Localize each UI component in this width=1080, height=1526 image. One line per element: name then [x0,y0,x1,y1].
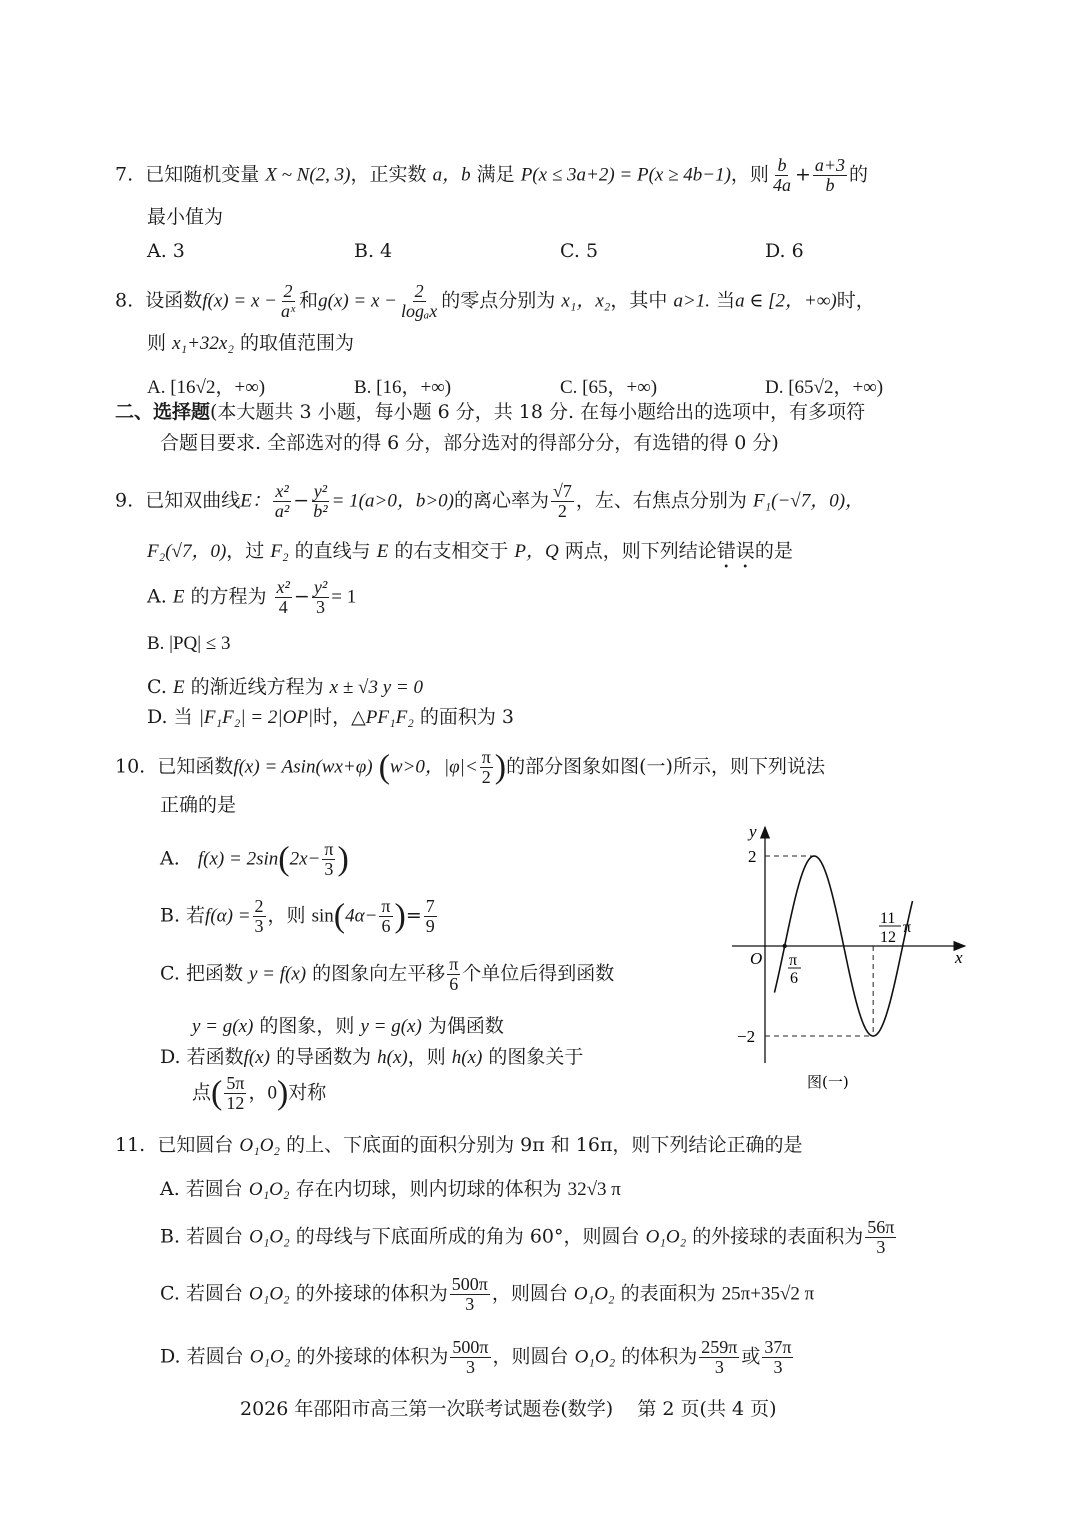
q9-y-fraction: $\frac{\text{y²}}{\text{b²}}$ [313,481,328,521]
q10-condition: w>0，|φ|< [389,756,478,778]
q8-option-a: A. [16√2，+∞) [147,377,266,398]
q9-emphasis-wrong: 错误 [716,540,755,562]
q9-text: 的直线与 [294,540,371,562]
q8-f-def: f(x) = x − [202,290,277,312]
q9-text: ，过 [226,540,265,562]
section-2-header [115,403,865,422]
q9-E: E [376,541,389,562]
q9-option-d: D. 当 |F₁F₂| = 2|OP|时，△PF₁F₂ 的面积为 3 [147,706,514,728]
q10-option-a: A. f(x) = 2sin(2x− $\frac{\pi}{3}$ ) [160,839,349,879]
q7-distribution: X ~ N(2, 3) [265,164,351,186]
q7-fraction-1: $\frac{b}{4a}$ [772,155,791,195]
q7-fraction-2: $\frac{a+3}{b}$ [814,155,846,195]
q9-eccentricity: $\frac{√7}{2}$ [552,481,572,521]
q7-vars: a，b [432,164,471,186]
page-footer: 2026 年邵阳市高三第一次联考试题卷(数学) 第 2 页(共 4 页) [240,1398,777,1420]
y-tick-neg2: −2 [737,1027,756,1046]
q11-text: 的上、下底面的面积分别为 9π 和 16π，则下列结论正确的是 [286,1134,803,1156]
origin-label: O [750,949,763,968]
q9-option-c: C. E 的渐近线方程为 x ± √3 y = 0 [147,676,423,698]
q7-text: ，正实数 [350,163,427,186]
q9-text: ，左、右焦点分别为 [575,489,747,512]
q8-text: 和 [299,289,319,312]
q8-option-d: D. [65√2，+∞) [765,377,884,398]
q10-option-d-cont: 点( $\frac{5\pi}{12}$ ，0)对称 [192,1073,327,1113]
q10-option-c: C. 把函数 y = f(x) 的图象向左平移 $\frac{\pi}{6}$ 个单位后得到函数 [160,954,615,994]
q8-condition: a>1. [673,290,711,312]
q8-option-b: B. [16，+∞) [354,377,452,398]
q9-option-b: B. |PQ| ≤ 3 [147,633,231,654]
figure-sine-graph [725,815,980,1095]
q8-f-fraction: $\frac{2}{\text{aˣ}}$ [280,281,296,321]
q8-text: 的取值范围为 [240,332,355,354]
q10-text: 已知函数 [157,755,234,778]
q11-option-d: D. 若圆台 O₁O₂ 的外接球的体积为 $\frac{500\pi}{3}$ ，则圆台 O₁O₂ 的体积为 $\frac{259\pi}{3}$ 或 $\frac{37\pi}{3}$ [160,1337,792,1377]
q9-number: 9. [115,489,134,512]
q9-minus: − [293,489,310,512]
q7-line1 [115,156,868,195]
q9-line1 [115,482,864,521]
q8-line1 [115,282,875,321]
q9-line2 [147,540,793,573]
q7-condition: P(x ≤ 3a+2) = P(x ≥ 4b−1) [520,164,731,186]
q11-frustum: O₁O₂ [239,1135,281,1156]
figure-caption: 图(一) [807,1073,849,1091]
q7-option-c: C. 5 [560,240,599,262]
q10-function: f(x) = Asin(wx+φ) [233,756,373,778]
x-tick-11pi-12-pi: π [903,919,912,936]
q8-text: 时， [836,289,875,312]
q7-number: 7. [115,163,134,186]
q7-option-d: D. 6 [765,240,804,262]
q9-text: 的右支相交于 [394,540,509,562]
q9-F2: F₂(√7，0) [147,541,227,562]
q8-expression: x₁+32x₂ [172,333,234,354]
q7-line2: 最小值为 [147,206,224,228]
x-tick-11pi-12-num: 11 [880,910,896,927]
q8-range: a ∈ [2，+∞) [735,290,837,312]
q11-option-b: B. 若圆台 O₁O₂ 的母线与下底面所成的角为 60°，则圆台 O₁O₂ 的外接球的表面积为 $\frac{56\pi}{3}$ [160,1217,895,1257]
q10-number: 10. [115,755,146,778]
q10-text: 的部分图象如图(一)所示，则下列说法 [506,755,825,778]
q8-g-def: g(x) = x − [318,290,397,312]
q8-text: 当 [716,289,736,312]
y-tick-2: 2 [748,847,757,866]
q10-line2: 正确的是 [160,794,237,816]
q7-text: 的 [849,163,869,186]
q11-number: 11. [115,1134,146,1156]
q9-text: 两点，则下列结论 [564,540,717,562]
q8-text: ，其中 [610,289,668,312]
q7-text: 已知随机变量 [145,163,260,186]
q8-text: 设函数 [145,289,203,312]
y-axis-label: y [749,822,757,841]
x-tick-pi-6-den: 6 [790,970,798,987]
q7-option-b: B. 4 [354,240,393,262]
q11-text: 已知圆台 [157,1134,234,1156]
q11-option-a: A. 若圆台 O₁O₂ 存在内切球，则内切球的体积为 32√3 π [160,1178,621,1200]
q8-text: 的零点分别为 [441,289,556,312]
x-tick-11pi-12-den: 12 [880,929,896,946]
q8-number: 8. [115,289,134,312]
q9-option-a: A. E 的方程为 $\frac{\text{x²}}{4}$ − $\frac{\text{y²}}{3}$ = 1 [147,577,357,617]
q9-text: 的离心率为 [453,489,549,512]
q10-line1: 10. 已知函数f(x) = Asin(wx+φ) (w>0，|φ|< $\frac{\pi}{2}$ )的部分图象如图(一)所示，则下列说法 [115,747,825,787]
q9-F2: F₂ [270,541,289,562]
q8-text: 则 [147,332,167,354]
q7-plus: + [794,163,811,186]
q10-option-b: B. 若f(α) = $\frac{2}{3}$ ，则 sin(4α− $\frac{\pi}{6}$ )= $\frac{7}{9}$ [160,896,435,936]
q9-equation: = 1(a>0，b>0) [331,490,454,512]
q9-PQ: P，Q [514,541,559,562]
q7-text: 满足 [476,163,515,186]
zero-point-marker [782,944,786,948]
section-2-title: 二、选择题 [115,401,211,423]
q11-line1 [115,1136,802,1155]
q9-text: 已知双曲线 [145,489,241,512]
q9-text: 的是 [754,540,793,562]
x-tick-pi-6-num: π [789,952,798,969]
q7-text: ，则 [730,163,769,186]
q11-option-c: C. 若圆台 O₁O₂ 的外接球的体积为 $\frac{500\pi}{3}$ ，则圆台 O₁O₂ 的表面积为 25π+35√2 π [160,1274,815,1314]
section-2-description-cont: 合题目要求. 全部选对的得 6 分，部分选对的得部分分，有选错的得 0 分) [160,432,779,454]
q7-option-a: A. 3 [147,240,185,262]
q8-g-fraction: $\frac{2}{\text{logₐx}}$ [400,281,438,321]
q8-zeros: x₁，x₂ [561,290,611,312]
q10-option-d: D. 若函数f(x) 的导函数为 h(x)，则 h(x) 的图象关于 [160,1046,584,1068]
q9-F1: F₁(−√7，0)， [752,490,865,512]
q9-x-fraction: $\frac{\text{x²}}{\text{a²}}$ [274,481,290,521]
section-2-description: (本大题共 3 小题，每小题 6 分，共 18 分. 在每小题给出的选项中，有多项符 [210,401,866,423]
x-axis-label: x [955,948,963,967]
q10-option-c-cont: y = g(x) 的图象，则 y = g(x) 为偶函数 [192,1015,504,1037]
q8-option-c: C. [65，+∞) [560,377,658,398]
q9-E: E： [240,490,271,512]
q8-line2 [147,334,354,353]
